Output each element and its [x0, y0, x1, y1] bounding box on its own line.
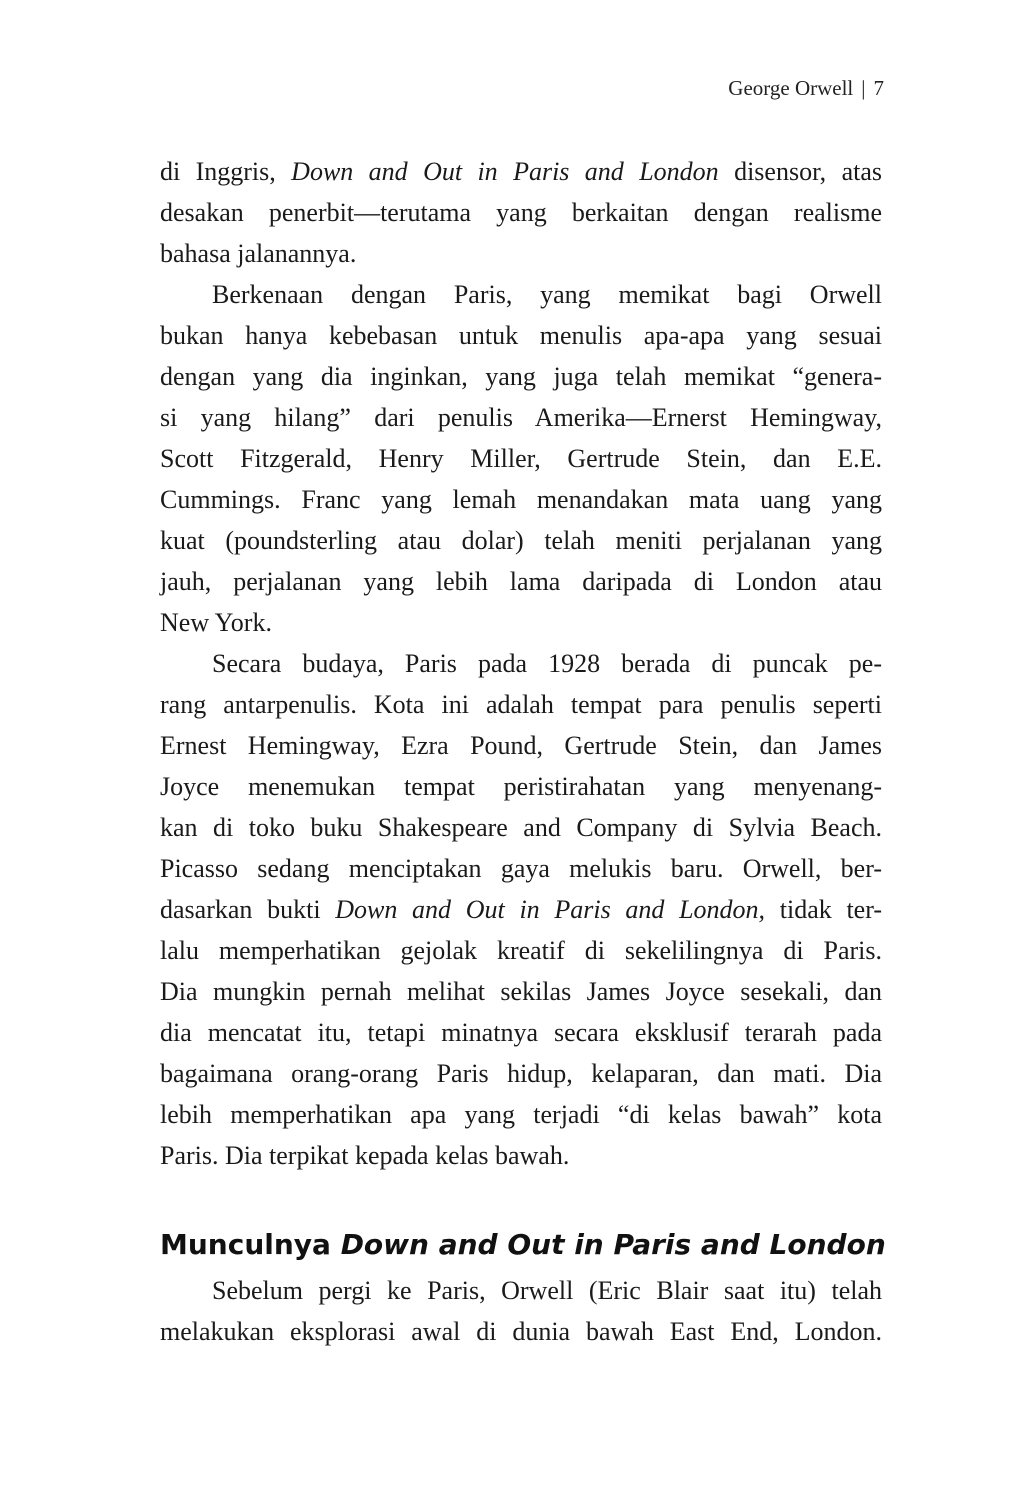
paragraph-2: [160, 274, 882, 643]
text-line: Cummings. Franc yang lemah menandakan mata uang yang: [160, 485, 882, 514]
text-line: dia mencatat itu, tetapi minatnya secara eksklusif terarah pada: [160, 1018, 882, 1047]
header-author: George Orwell: [728, 76, 854, 100]
text-line: bahasa jalanannya.: [160, 239, 357, 268]
paragraph-4: [160, 1270, 882, 1352]
section-heading: Munculnya Down and Out in Paris and London: [160, 1228, 886, 1261]
header-separator: |: [861, 76, 866, 100]
text-line: bagaimana orang-orang Paris hidup, kelaparan, dan mati. Dia: [160, 1059, 882, 1088]
text-line: dasarkan bukti Down and Out in Paris and London, tidak ter-: [160, 895, 882, 924]
text-line: melakukan eksplorasi awal di dunia bawah East End, London.: [160, 1317, 882, 1346]
text-line: kan di toko buku Shakespeare and Company di Sylvia Beach.: [160, 813, 882, 842]
text-line: desakan penerbit—terutama yang berkaitan dengan realisme: [160, 198, 882, 227]
text-line: jauh, perjalanan yang lebih lama daripada di London atau: [160, 567, 882, 596]
paragraph-1: [160, 151, 882, 274]
text-line: Dia mungkin pernah melihat sekilas James Joyce sesekali, dan: [160, 977, 882, 1006]
text-line: Berkenaan dengan Paris, yang memikat bagi Orwell: [212, 280, 882, 309]
text-line: dengan yang dia inginkan, yang juga telah memikat “genera-: [160, 362, 882, 391]
text-line: kuat (poundsterling atau dolar) telah meniti perjalanan yang: [160, 526, 882, 555]
text-line: Paris. Dia terpikat kepada kelas bawah.: [160, 1141, 570, 1170]
text-line: bukan hanya kebebasan untuk menulis apa-apa yang sesuai: [160, 321, 882, 350]
text-line: Joyce menemukan tempat peristirahatan yang menyenang-: [160, 772, 882, 801]
text-line: Ernest Hemingway, Ezra Pound, Gertrude Stein, dan James: [160, 731, 882, 760]
text-line: lebih memperhatikan apa yang terjadi “di kelas bawah” kota: [160, 1100, 882, 1129]
page-number: 7: [873, 76, 884, 100]
text-line: rang antarpenulis. Kota ini adalah tempat para penulis seperti: [160, 690, 882, 719]
paragraph-3: [160, 643, 882, 1176]
book-title-italic: Down and Out in Paris and London: [291, 157, 719, 186]
text-line: si yang hilang” dari penulis Amerika—Ernerst Hemingway,: [160, 403, 882, 432]
text-line: Sebelum pergi ke Paris, Orwell (Eric Blair saat itu) telah: [212, 1276, 882, 1305]
body-text: [160, 151, 886, 1352]
book-title-italic: Down and Out in Paris and London,: [335, 895, 766, 924]
text-line: Secara budaya, Paris pada 1928 berada di puncak pe-: [212, 649, 882, 678]
text-line: lalu memperhatikan gejolak kreatif di sekelilingnya di Paris.: [160, 936, 882, 965]
running-header: [728, 76, 884, 101]
section-heading-title: Down and Out in Paris and London: [340, 1228, 886, 1261]
text-line: Scott Fitzgerald, Henry Miller, Gertrude Stein, dan E.E.: [160, 444, 882, 473]
text-line: Picasso sedang menciptakan gaya melukis baru. Orwell, ber-: [160, 854, 882, 883]
text-line: New York.: [160, 608, 272, 637]
text-line: di Inggris, Down and Out in Paris and London disensor, atas: [160, 157, 882, 186]
